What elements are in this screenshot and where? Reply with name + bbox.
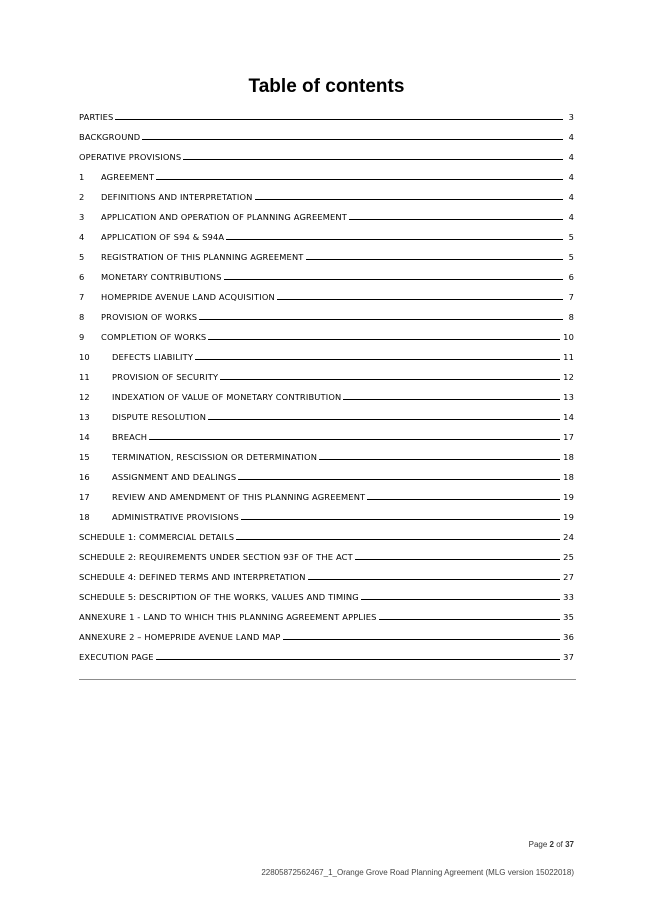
- toc-entry-page: 12: [563, 372, 574, 382]
- toc-entry-page: 4: [568, 172, 574, 182]
- toc-entry[interactable]: [79, 302, 574, 322]
- page-total: 37: [565, 840, 574, 849]
- toc-entry-leader: [283, 639, 561, 640]
- toc-entry[interactable]: [79, 182, 574, 202]
- toc-entry-page: 18: [563, 452, 574, 462]
- toc-entry[interactable]: [79, 602, 574, 622]
- toc-entry-leader: [156, 659, 560, 660]
- toc-entry-label: REVIEW AND AMENDMENT OF THIS PLANNING AGREEMENT: [112, 492, 366, 502]
- toc-entry-leader: [236, 539, 560, 540]
- toc-entry[interactable]: [79, 582, 574, 602]
- toc-entry-number: 7: [79, 292, 85, 302]
- page-number: [529, 840, 574, 849]
- toc-entry-label: SCHEDULE 2: REQUIREMENTS UNDER SECTION 93F OF THE ACT: [79, 552, 353, 562]
- toc-entry[interactable]: [79, 202, 574, 222]
- toc-entry-number: 16: [79, 472, 90, 482]
- toc-entry-page: 25: [563, 552, 574, 562]
- toc-entry-label: OPERATIVE PROVISIONS: [79, 152, 182, 162]
- toc-entry[interactable]: [79, 562, 574, 582]
- toc-entry-leader: [343, 399, 560, 400]
- page-current: 2: [549, 840, 554, 849]
- toc-entry[interactable]: [79, 462, 574, 482]
- toc-entry-page: 6: [568, 272, 574, 282]
- toc-entry[interactable]: [79, 442, 574, 462]
- toc-entry-leader: [226, 239, 563, 240]
- toc-entry-number: 2: [79, 192, 85, 202]
- toc-entry-page: 5: [568, 252, 574, 262]
- toc-entry[interactable]: [79, 102, 574, 122]
- toc-entry-page: 27: [563, 572, 574, 582]
- document-id: 22805872562467_1_Orange Grove Road Planning Agreement (MLG version 15022018): [261, 868, 574, 877]
- toc-entry-page: 33: [563, 592, 574, 602]
- toc-entry-label: PROVISION OF SECURITY: [112, 372, 219, 382]
- toc-entry-leader: [195, 359, 560, 360]
- toc-entry-leader: [115, 119, 563, 120]
- toc-entry-number: 12: [79, 392, 90, 402]
- toc-entry-label: APPLICATION AND OPERATION OF PLANNING AGREEMENT: [101, 212, 347, 222]
- toc-entry-number: 3: [79, 212, 85, 222]
- toc-entry-page: 4: [568, 212, 574, 222]
- toc-entry[interactable]: [79, 142, 574, 162]
- toc-entry[interactable]: [79, 262, 574, 282]
- toc-entry-leader: [355, 559, 560, 560]
- toc-entry-leader: [142, 139, 563, 140]
- divider: [79, 679, 576, 680]
- toc-entry-number: 14: [79, 432, 90, 442]
- toc-entry-label: ADMINISTRATIVE PROVISIONS: [112, 512, 239, 522]
- toc-entry-leader: [199, 319, 563, 320]
- toc-entry-number: 18: [79, 512, 90, 522]
- toc-entry-leader: [208, 419, 560, 420]
- toc-entry-label: BACKGROUND: [79, 132, 141, 142]
- toc-entry[interactable]: [79, 622, 574, 642]
- page-prefix: Page: [528, 840, 550, 849]
- toc-entry-label: PROVISION OF WORKS: [101, 312, 198, 322]
- toc-entry-leader: [241, 519, 560, 520]
- toc-entry-label: DISPUTE RESOLUTION: [112, 412, 207, 422]
- toc-entry[interactable]: [79, 222, 574, 242]
- toc-entry-leader: [183, 159, 563, 160]
- toc-entry-label: SCHEDULE 5: DESCRIPTION OF THE WORKS, VALUES AND TIMING: [79, 592, 359, 602]
- toc-entry-page: 19: [563, 492, 574, 502]
- toc-entry-leader: [156, 179, 563, 180]
- toc-entry-page: 11: [563, 352, 574, 362]
- toc-entry-leader: [379, 619, 561, 620]
- toc-entry-page: 5: [568, 232, 574, 242]
- toc-entry-number: 17: [79, 492, 90, 502]
- toc-entry-label: ASSIGNMENT AND DEALINGS: [112, 472, 237, 482]
- toc-entry-label: SCHEDULE 1: COMMERCIAL DETAILS: [79, 532, 235, 542]
- toc-entry-leader: [208, 339, 560, 340]
- toc-entry-leader: [224, 279, 563, 280]
- toc-entry-label: DEFECTS LIABILITY: [112, 352, 194, 362]
- toc-entry-label: INDEXATION OF VALUE OF MONETARY CONTRIBUTION: [112, 392, 342, 402]
- toc-entry-leader: [361, 599, 560, 600]
- toc-entry-page: 18: [563, 472, 574, 482]
- toc-entry-label: AGREEMENT: [101, 172, 155, 182]
- toc-entry-leader: [367, 499, 560, 500]
- toc-entry-page: 13: [563, 392, 574, 402]
- toc-entry-page: 8: [568, 312, 574, 322]
- toc-entry[interactable]: [79, 482, 574, 502]
- toc-entry-page: 36: [563, 632, 574, 642]
- toc-entry-page: 24: [563, 532, 574, 542]
- toc-entry[interactable]: [79, 162, 574, 182]
- toc-entry-number: 6: [79, 272, 85, 282]
- toc-entry-number: 15: [79, 452, 90, 462]
- toc-entry-label: REGISTRATION OF THIS PLANNING AGREEMENT: [101, 252, 304, 262]
- toc-entry-number: 10: [79, 352, 90, 362]
- toc-entry-leader: [308, 579, 561, 580]
- toc-entry-number: 11: [79, 372, 90, 382]
- toc-entry-label: APPLICATION OF S94 & S94A: [101, 232, 225, 242]
- toc-entry-page: 3: [568, 112, 574, 122]
- toc-entry-leader: [306, 259, 563, 260]
- table-of-contents: [79, 102, 574, 662]
- toc-entry[interactable]: [79, 542, 574, 562]
- toc-entry-leader: [349, 219, 563, 220]
- toc-entry-page: 4: [568, 132, 574, 142]
- toc-entry-leader: [255, 199, 563, 200]
- toc-entry-leader: [220, 379, 560, 380]
- toc-entry-page: 4: [568, 192, 574, 202]
- toc-entry-number: 4: [79, 232, 85, 242]
- toc-entry-label: ANNEXURE 1 - LAND TO WHICH THIS PLANNING AGREEMENT APPLIES: [79, 612, 377, 622]
- toc-entry-page: 35: [563, 612, 574, 622]
- toc-entry[interactable]: [79, 362, 574, 382]
- toc-entry-leader: [149, 439, 560, 440]
- toc-entry-label: BREACH: [112, 432, 148, 442]
- toc-entry-page: 19: [563, 512, 574, 522]
- toc-entry-page: 37: [563, 652, 574, 662]
- toc-entry-label: PARTIES: [79, 112, 114, 122]
- toc-entry-number: 13: [79, 412, 90, 422]
- toc-entry-page: 14: [563, 412, 574, 422]
- toc-entry-number: 9: [79, 332, 85, 342]
- toc-entry[interactable]: [79, 322, 574, 342]
- toc-entry-label: MONETARY CONTRIBUTIONS: [101, 272, 222, 282]
- toc-entry[interactable]: [79, 282, 574, 302]
- toc-entry[interactable]: [79, 402, 574, 422]
- toc-entry-page: 10: [563, 332, 574, 342]
- toc-entry-label: COMPLETION OF WORKS: [101, 332, 207, 342]
- toc-entry[interactable]: [79, 422, 574, 442]
- toc-entry[interactable]: [79, 242, 574, 262]
- toc-entry-number: 5: [79, 252, 85, 262]
- toc-entry-leader: [319, 459, 560, 460]
- toc-entry-number: 8: [79, 312, 85, 322]
- toc-entry-label: TERMINATION, RESCISSION OR DETERMINATION: [112, 452, 318, 462]
- toc-entry-label: ANNEXURE 2 – HOMEPRIDE AVENUE LAND MAP: [79, 632, 281, 642]
- toc-entry[interactable]: [79, 342, 574, 362]
- toc-entry-page: 4: [568, 152, 574, 162]
- page-of: of: [553, 840, 566, 849]
- toc-entry[interactable]: [79, 642, 574, 662]
- page-title: Table of contents: [248, 76, 405, 97]
- toc-entry[interactable]: [79, 522, 574, 542]
- toc-entry-page: 7: [568, 292, 574, 302]
- toc-entry-label: DEFINITIONS AND INTERPRETATION: [101, 192, 253, 202]
- toc-entry-number: 1: [79, 172, 85, 182]
- toc-entry-label: HOMEPRIDE AVENUE LAND ACQUISITION: [101, 292, 275, 302]
- toc-entry-label: EXECUTION PAGE: [79, 652, 154, 662]
- toc-entry-page: 17: [563, 432, 574, 442]
- toc-entry[interactable]: [79, 382, 574, 402]
- toc-entry-leader: [277, 299, 563, 300]
- toc-entry-label: SCHEDULE 4: DEFINED TERMS AND INTERPRETATION: [79, 572, 306, 582]
- toc-entry-leader: [238, 479, 560, 480]
- toc-entry[interactable]: [79, 502, 574, 522]
- toc-entry[interactable]: [79, 122, 574, 142]
